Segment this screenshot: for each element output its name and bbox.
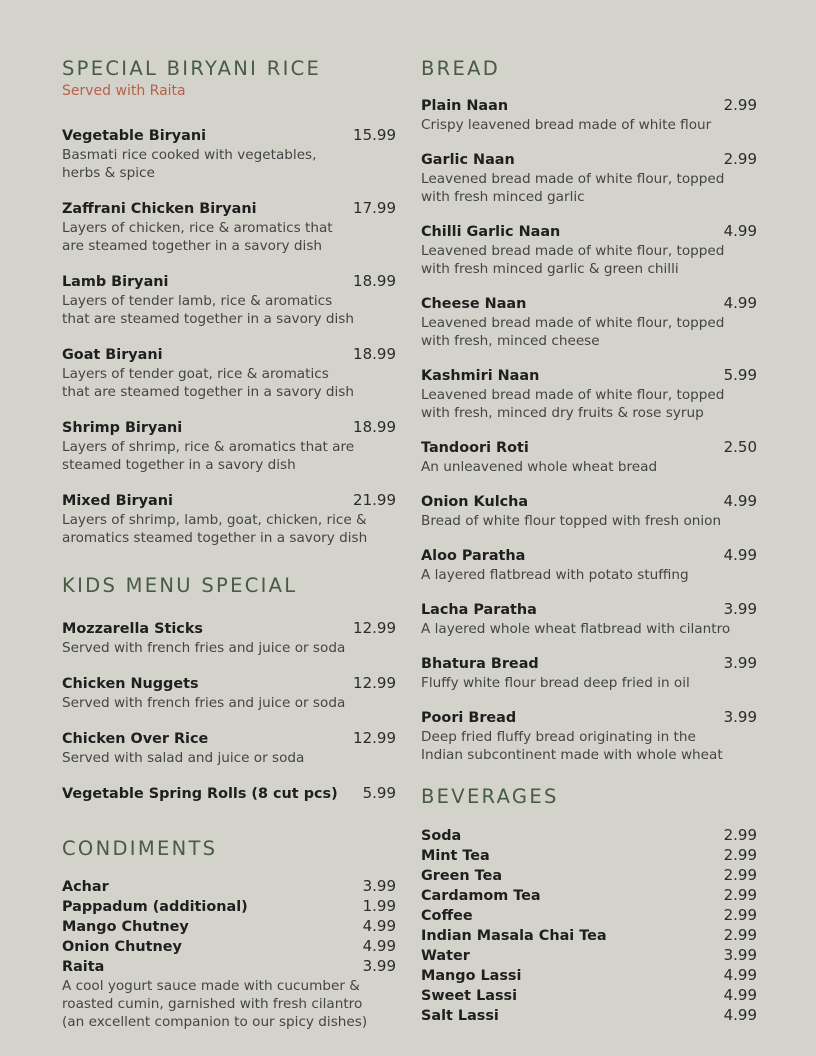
item-description: Leavened bread made of white flour, topped [421,243,725,259]
item-price: 2.99 [723,906,757,924]
menu-item-coffee [421,906,757,926]
item-price: 3.99 [362,877,396,895]
item-price: 4.99 [723,986,757,1004]
menu-item-shrimp-biryani [62,418,396,474]
item-name: Raita [62,959,105,975]
menu-item-bhatura-bread [421,654,757,692]
item-description: Served with french fries and juice or soda [62,640,346,656]
menu-item-kashmiri-naan [421,366,757,422]
item-description: Crispy leavened bread made of white flour [421,117,712,133]
menu-item-poori-bread [421,708,757,764]
item-description: with fresh, minced dry fruits & rose syrup [421,405,704,421]
menu-item-masala-chai-tea [421,926,757,946]
item-name: Cheese Naan [421,296,527,312]
menu-item-zaffrani-chicken-biryani [62,199,396,255]
menu-item-onion-kulcha [421,492,757,530]
menu-item-chicken-nuggets [62,674,396,712]
item-name: Mixed Biryani [62,493,173,509]
item-price: 1.99 [362,897,396,915]
item-description: with fresh minced garlic [421,189,585,205]
item-price: 2.99 [723,826,757,844]
biryani-section-title: SPECIAL BIRYANI RICE [62,57,322,80]
item-price: 4.99 [723,222,757,240]
item-name: Bhatura Bread [421,656,539,672]
item-description: Layers of tender goat, rice & aromatics [62,366,329,382]
bread-section-title: BREAD [421,57,501,80]
item-description: Layers of tender lamb, rice & aromatics [62,293,333,309]
menu-item-vegetable-biryani [62,126,396,182]
item-price: 2.99 [723,846,757,864]
item-name: Lacha Paratha [421,602,537,618]
item-description: Deep fried fluffy bread originating in the [421,729,696,745]
item-price: 21.99 [353,491,396,509]
item-description: An unleavened whole wheat bread [421,459,658,475]
item-price: 4.99 [723,294,757,312]
item-price: 4.99 [723,1006,757,1024]
item-description: A layered whole wheat flatbread with cilantro [421,621,731,637]
menu-item-garlic-naan [421,150,757,206]
menu-item-plain-naan [421,96,757,134]
item-name: Mango Lassi [421,968,522,984]
item-price: 17.99 [353,199,396,217]
item-price: 12.99 [353,619,396,637]
item-name: Sweet Lassi [421,988,518,1004]
item-description: that are steamed together in a savory dish [62,311,354,327]
biryani-section-subtitle: Served with Raita [62,83,186,99]
item-name: Mango Chutney [62,919,189,935]
menu-item-water [421,946,757,966]
menu-item-goat-biryani [62,345,396,401]
menu-item-mango-lassi [421,966,757,986]
item-price: 4.99 [723,546,757,564]
item-price: 12.99 [353,674,396,692]
item-price: 2.99 [723,926,757,944]
item-name: Garlic Naan [421,152,515,168]
item-name: Cardamom Tea [421,888,541,904]
item-price: 4.99 [362,937,396,955]
item-name: Soda [421,828,462,844]
menu-item-soda [421,826,757,846]
item-price: 18.99 [353,418,396,436]
item-price: 3.99 [723,654,757,672]
item-description: Layers of shrimp, lamb, goat, chicken, rice & [62,512,367,528]
right-column [421,56,757,1026]
item-description: Layers of chicken, rice & aromatics that [62,220,333,236]
menu-item-pappadum [62,897,396,917]
item-price: 18.99 [353,272,396,290]
item-name: Onion Kulcha [421,494,529,510]
item-description: with fresh, minced cheese [421,333,600,349]
item-name: Chicken Nuggets [62,676,199,692]
item-price: 3.99 [723,600,757,618]
item-description: Leavened bread made of white flour, topped [421,315,725,331]
raita-description: roasted cumin, garnished with fresh cilantro [62,996,363,1012]
item-name: Water [421,948,470,964]
item-price: 5.99 [723,366,757,384]
menu-item-vegetable-spring-rolls [62,784,396,804]
item-name: Kashmiri Naan [421,368,540,384]
item-name: Indian Masala Chai Tea [421,928,607,944]
item-name: Vegetable Spring Rolls (8 cut pcs) [62,786,338,802]
menu-item-chilli-garlic-naan [421,222,757,278]
item-description: Leavened bread made of white flour, topped [421,171,725,187]
condiments-list [62,877,396,1031]
item-description: A layered flatbread with potato stuffing [421,567,689,583]
item-name: Vegetable Biryani [62,128,207,144]
item-name: Achar [62,879,109,895]
item-description: that are steamed together in a savory dish [62,384,354,400]
item-price: 4.99 [362,917,396,935]
item-description: Served with salad and juice or soda [62,750,305,766]
left-column [62,56,396,1031]
item-name: Poori Bread [421,710,517,726]
menu-item-mango-chutney [62,917,396,937]
item-description: steamed together in a savory dish [62,457,296,473]
menu-item-achar [62,877,396,897]
item-name: Coffee [421,908,473,924]
item-price: 2.50 [723,438,757,456]
item-description: with fresh minced garlic & green chilli [421,261,679,277]
item-description: aromatics steamed together in a savory dish [62,530,368,546]
menu-item-cardamom-tea [421,886,757,906]
menu-item-chicken-over-rice [62,729,396,767]
item-name: Green Tea [421,868,503,884]
menu-item-mixed-biryani [62,491,396,547]
menu-item-lacha-paratha [421,600,757,638]
condiments-section-title: CONDIMENTS [62,837,218,860]
item-price: 2.99 [723,150,757,168]
item-price: 3.99 [362,957,396,975]
item-name: Chilli Garlic Naan [421,224,561,240]
item-name: Pappadum (additional) [62,899,248,915]
menu-item-lamb-biryani [62,272,396,328]
item-description: Bread of white flour topped with fresh onion [421,513,722,529]
menu-item-green-tea [421,866,757,886]
beverages-section-title: BEVERAGES [421,785,559,808]
menu-item-tandoori-roti [421,438,757,476]
item-price: 12.99 [353,729,396,747]
item-price: 2.99 [723,96,757,114]
item-name: Onion Chutney [62,939,182,955]
menu-item-mozzarella-sticks [62,619,396,657]
item-price: 3.99 [723,708,757,726]
item-description: herbs & spice [62,165,155,181]
raita-description: (an excellent companion to our spicy dishes) [62,1014,368,1030]
item-name: Mozzarella Sticks [62,621,203,637]
item-price: 4.99 [723,966,757,984]
item-price: 2.99 [723,886,757,904]
item-name: Chicken Over Rice [62,731,209,747]
item-price: 5.99 [362,784,396,802]
beverages-list [421,826,757,1026]
item-name: Goat Biryani [62,347,163,363]
item-description: are steamed together in a savory dish [62,238,323,254]
item-name: Salt Lassi [421,1008,499,1024]
menu-item-raita [62,957,396,977]
item-description: Indian subcontinent made with whole wheat [421,747,723,763]
item-price: 18.99 [353,345,396,363]
menu-item-mint-tea [421,846,757,866]
item-name: Tandoori Roti [421,440,529,456]
item-price: 15.99 [353,126,396,144]
item-name: Mint Tea [421,848,490,864]
item-description: Layers of shrimp, rice & aromatics that are [62,439,355,455]
item-price: 2.99 [723,866,757,884]
menu-item-sweet-lassi [421,986,757,1006]
item-name: Lamb Biryani [62,274,169,290]
menu-item-cheese-naan [421,294,757,350]
item-name: Aloo Paratha [421,548,526,564]
menu-item-onion-chutney [62,937,396,957]
item-description: Leavened bread made of white flour, topped [421,387,725,403]
item-name: Plain Naan [421,98,509,114]
menu-item-aloo-paratha [421,546,757,584]
item-name: Shrimp Biryani [62,420,183,436]
menu-item-salt-lassi [421,1006,757,1026]
raita-description: A cool yogurt sauce made with cucumber & [62,978,360,994]
item-price: 3.99 [723,946,757,964]
item-description: Served with french fries and juice or soda [62,695,346,711]
item-description: Basmati rice cooked with vegetables, [62,147,317,163]
kids-section-title: KIDS MENU SPECIAL [62,574,298,597]
item-description: Fluffy white flour bread deep fried in oil [421,675,690,691]
item-price: 4.99 [723,492,757,510]
item-name: Zaffrani Chicken Biryani [62,201,257,217]
